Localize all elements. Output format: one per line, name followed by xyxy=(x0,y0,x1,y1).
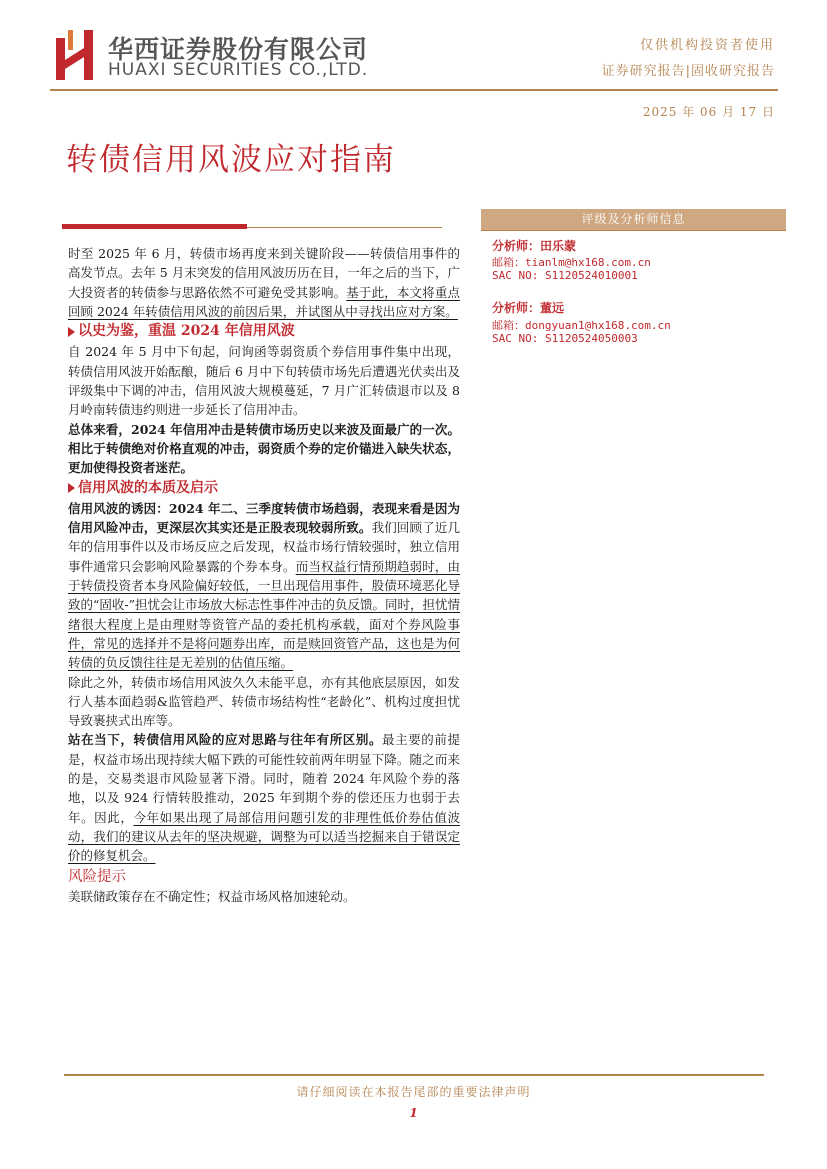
huaxi-logo-icon xyxy=(56,30,96,80)
audience-note: 仅供机构投资者使用 xyxy=(639,38,775,53)
company-name-en: HUAXI SECURITIES CO.,LTD. xyxy=(108,60,369,80)
analyst-sac: SAC NO: S1120524010001 xyxy=(492,269,638,282)
analyst-sac: SAC NO: S1120524050003 xyxy=(492,332,638,345)
section-heading xyxy=(68,322,460,341)
analyst-email[interactable]: 邮箱：dongyuan1@hx168.com.cn xyxy=(492,319,671,332)
analyst-name: 分析师：董远 xyxy=(492,301,565,315)
lead-sentence: 信用风波的诱因：2024 年二、三季度转债市场趋弱，表现来看是因为信用风险冲击，更深层次其实还是正股表现较弱所致。 xyxy=(68,500,460,536)
paragraph: 自 2024 年 5 月中下旬起，问询函等弱资质个券信用事件集中出现，转债信用风波开始酝酿，随后 6 月中下旬转债市场先后遭遇光伏卖出及评级集中下调的冲击，信用风波大规模蔓延，7 月广汇转债退市以及 8 月岭南转债违约则进一步延长了信用冲击。 xyxy=(68,344,460,418)
analyst-panel-heading: 评级及分析师信息 xyxy=(481,209,786,230)
section-marker-icon xyxy=(68,483,75,493)
paragraph-bold: 总体来看，2024 年信用冲击是转债市场历史以来波及面最广的一次。相比于转债绝对价格直观的冲击，弱资质个券的定价锚进入缺失状态，更加使得投资者迷茫。 xyxy=(68,421,460,476)
paragraph-text: 最主要的前提是，权益市场出现持续大幅下跌的可能性较前两年明显下降。随之而来的是，交易类退市风险显著下滑。同时，随着 2024 年风险个券的落地，以及 924 行情转股推动，2025 年到期个券的偿还压力也弱于去年。因此， xyxy=(68,732,460,825)
report-category: 证券研究报告|固收研究报告 xyxy=(601,64,775,79)
report-title: 转债信用风波应对指南 xyxy=(66,142,396,178)
analyst-name: 分析师：田乐蒙 xyxy=(492,239,577,253)
paragraph-emphasis: 今年如果出现了局部信用问题引发的非理性低价券估值波动，我们的建议从去年的坚决规避，调整为可以适当挖掘来自于错误定价的修复机会。 xyxy=(68,809,460,864)
paragraph-emphasis: 而当权益行情预期趋弱时，由于转债投资者本身风险偏好较低，一旦出现信用事件，股债环境恶化导致的“固收-”担忧会让市场放大标志性事件冲击的负反馈。同时，担忧情绪很大程度上是由理财等资管产品的委托机构承载，面对个券风险事件，常见的选择并不是将问题券出库，而是赎回资管产品，这也是为何转债的负反馈往往是无差别的估值压缩。 xyxy=(68,558,461,671)
title-accent-bar xyxy=(62,224,247,229)
risk-text: 美联储政策存在不确定性；权益市场风格加速轮动。 xyxy=(68,888,356,904)
risk-heading: 风险提示 xyxy=(68,868,126,885)
intro-text: 时至 2025 年 6 月，转债市场再度来到关键阶段——转债信用事件的高发节点。去年 5 月末突发的信用风波历历在目，一年之后的当下，广大投资者的转债参与思路依然不可避免受其影响。 xyxy=(68,246,460,300)
section-heading xyxy=(68,479,460,498)
paragraph-text: 我们回顾了近几年的信用事件以及市场反应之后发现，权益市场行情较强时，独立信用事件通常只会影响风险暴露的个券本身。 xyxy=(68,520,460,574)
header-divider xyxy=(50,89,778,91)
company-name-cn: 华西证券股份有限公司 xyxy=(108,35,369,64)
analyst-email[interactable]: 邮箱：tianlm@hx168.com.cn xyxy=(492,256,651,269)
lead-sentence: 站在当下，转债信用风险的应对思路与往年有所区别。 xyxy=(68,732,383,748)
intro-paragraph xyxy=(68,244,460,321)
section-title: 以史为鉴，重温 2024 年信用风波 xyxy=(78,323,295,340)
section-title: 信用风波的本质及启示 xyxy=(78,479,218,496)
report-date: 2025 年 06 月 17 日 xyxy=(642,105,775,119)
section-marker-icon xyxy=(68,327,75,337)
page-number: 1 xyxy=(409,1106,418,1120)
legal-disclaimer: 请仔细阅读在本报告尾部的重要法律声明 xyxy=(296,1085,531,1099)
paragraph xyxy=(68,499,460,673)
intro-emphasis: 基于此，本文将重点回顾 2024 年转债信用风波的前因后果，并试图从中寻找出应对方案。 xyxy=(68,284,460,319)
footer-divider xyxy=(64,1074,764,1076)
report-summary xyxy=(68,244,460,906)
analyst-panel-divider xyxy=(481,230,786,231)
title-accent-line xyxy=(247,227,442,228)
paragraph xyxy=(68,730,460,865)
paragraph: 除此之外，转债市场信用风波久久未能平息，亦有其他底层原因，如发行人基本面趋弱&监管趋严、转债市场结构性“老龄化”、机构过度担忧导致裹挟式出库等。 xyxy=(68,674,460,729)
